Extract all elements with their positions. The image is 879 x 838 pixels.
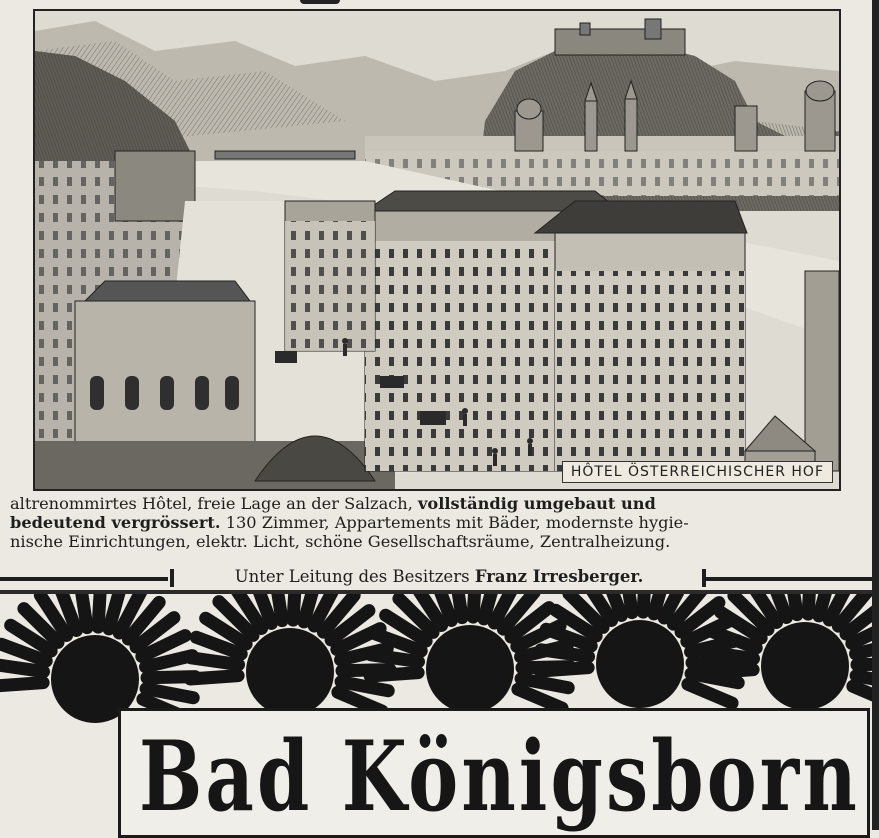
- left-rule: [0, 577, 168, 581]
- advert-title: Bad Königsborn: [139, 720, 860, 833]
- description-line-2-bold: bedeutend vergrössert.: [10, 513, 221, 532]
- management-prefix: Unter Leitung des Besitzers: [234, 567, 475, 586]
- right-rule: [706, 577, 872, 581]
- page-tab-mark: [300, 0, 340, 4]
- sunburst: [190, 594, 390, 716]
- description-line-2: 130 Zimmer, Appartements mit Bäder, modernste hygie-: [220, 513, 689, 532]
- hotel-description: [10, 494, 862, 551]
- sunburst: [705, 594, 872, 710]
- hotel-engraving: [33, 9, 841, 491]
- management-line: [0, 566, 872, 590]
- description-line-1-bold: vollständig umgebaut und: [418, 494, 656, 513]
- description-line-3: nische Einrichtungen, elektr. Licht, schöne Gesellschaftsräume, Zentralheizung.: [10, 532, 671, 551]
- hotel-sign: HÔTEL ÖSTERREICHISCHER HOF: [562, 461, 833, 483]
- owner-name: Franz Irresberger.: [474, 567, 644, 586]
- management-text: [180, 566, 698, 588]
- description-line-1: altrenommirtes Hôtel, freie Lage an der Salzach,: [10, 494, 419, 513]
- engraving-drawing: [35, 11, 839, 489]
- page-edge: [872, 0, 879, 830]
- advert-banner: [118, 708, 870, 838]
- left-rule-end: [170, 569, 174, 587]
- sunburst: [0, 594, 195, 723]
